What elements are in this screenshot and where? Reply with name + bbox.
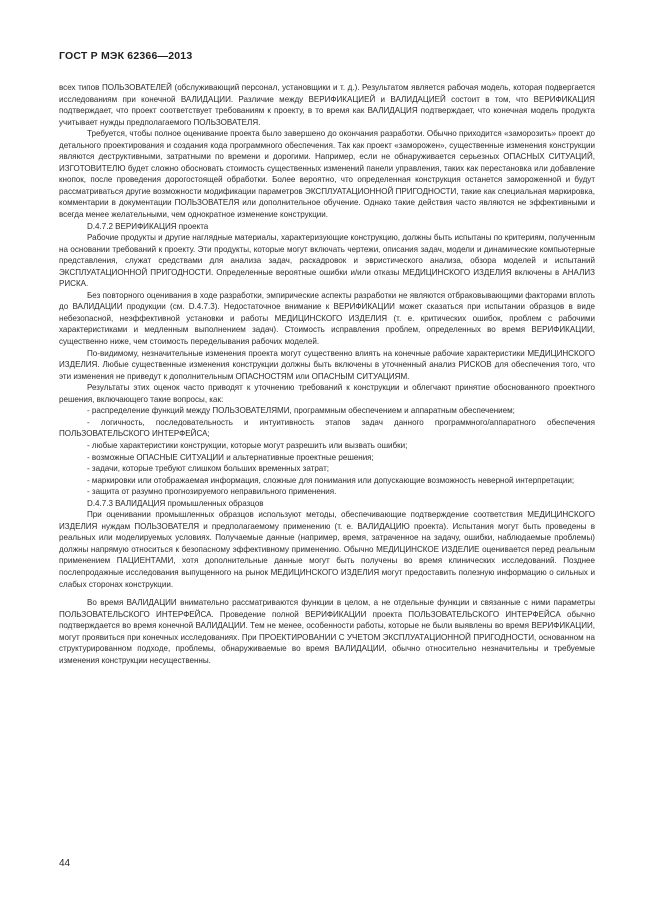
- section-heading-d472: D.4.7.2 ВЕРИФИКАЦИЯ проекта: [87, 221, 209, 231]
- paragraph-continuation: всех типов ПОЛЬЗОВАТЕЛЕЙ (обслуживающий персонал, установщики и т. д.). Результатом является рабочая модель, которая подвергается исследованиям при конечной ВАЛИДАЦИИ. Различие между ВЕРИФИКАЦИЕЙ и ВАЛИДАЦИЕЙ состоит в том, что ВЕРИФИКАЦИЯ подтверждает, что проект соответствует требованиям к проекту, в то время как ВАЛИДАЦИЯ подтверждает, что конечная модель продукта учитывает нужды предполагаемого ПОЛЬЗОВАТЕЛЯ.: [59, 83, 595, 127]
- page-number: 44: [59, 858, 71, 869]
- list-item: - возможные ОПАСНЫЕ СИТУАЦИИ и альтернативные проектные решения;: [87, 452, 374, 462]
- list-item: - задачи, которые требуют слишком больших временных затрат;: [87, 464, 330, 474]
- list-item: - защита от разумно прогнозируемого неправильного применения.: [87, 487, 337, 497]
- paragraph: Во время ВАЛИДАЦИИ внимательно рассматриваются функции в целом, а не отдельные функции и связанные с ними параметры ПОЛЬЗОВАТЕЛЬСКОГО ИНТЕРФЕЙСА. Проведение полной ВЕРИФИКАЦИИ проекта ПОЛЬЗОВАТЕЛЬСКОГО ИНТЕРФЕЙСА обычно подтверждается во время конечной ВАЛИДАЦИИ. Тем не менее, особенности работы, которые не были выявлены во время ВЕРИФИКАЦИИ, могут проявиться при конечных исследованиях. При ПРОЕКТИРОВАНИИ С УЧЕТОМ ЭКСПЛУАТАЦИОННОЙ ПРИГОДНОСТИ, основанном на структурированном подходе, проблемы, обнаруживаемые во время ВАЛИДАЦИИ, обычно относительно незначительны и требуемые изменения конструкции несущественны.: [59, 598, 595, 665]
- paragraph: По-видимому, незначительные изменения проекта могут существенно влиять на конечные рабочие характеристики МЕДИЦИНСКОГО ИЗДЕЛИЯ. Любые существенные изменения конструкции должны быть включены в уточненный анализ РИСКОВ для обеспечения того, что эти изменения не приведут к дополнительным ОПАСНОСТЯМ или ОПАСНЫМ СИТУАЦИЯМ.: [59, 348, 595, 381]
- paragraph: При оценивании промышленных образцов используют методы, обеспечивающие подтверждение соответствия МЕДИЦИНСКОГО ИЗДЕЛИЯ нуждам ПОЛЬЗОВАТЕЛЯ и предполагаемому применению (т. е. ВАЛИДАЦИЮ проекта). Испытания могут быть проведены в реальных или моделируемых условиях. Получаемые данные (например, время, затраченное на задачу, ошибки, наблюдаемые проблемы) должны напрямую относиться к безопасному эффективному применению. Обычно МЕДИЦИНСКОЕ ИЗДЕЛИЕ оценивается перед реальным применением ПАЦИЕНТАМИ, хотя дополнительные данные могут быть получены во время клинических исследований. Позднее послепродажные исследования выпущенного на рынок МЕДИЦИНСКОГО ИЗДЕЛИЯ могут предоставить полезную информацию о сильных и слабых сторонах конструкции.: [59, 510, 595, 589]
- paragraph: Без повторного оценивания в ходе разработки, эмпирические аспекты разработки не являются отбраковывающими факторами вплоть до ВАЛИДАЦИИ продукции (см. D.4.7.3). Недостаточное внимание к ВЕРИФИКАЦИИ может сказаться при испытании образцов в виде небезопасной, неэффективной установки и работы МЕДИЦИНСКОГО ИЗДЕЛИЯ (т. е. критических ошибок, проблем с рабочими характеристиками и медленным выполнением задач). Стоимость исправления проблем, определенных во время ВЕРИФИКАЦИИ, существенно ниже, чем стоимость переделывания рабочих моделей.: [59, 290, 595, 347]
- paragraph: Требуется, чтобы полное оценивание проекта было завершено до окончания разработки. Обычно приходится «заморозить» проект до детального проектирования и создания кода программного обеспечения. Так как проект «заморожен», существенные изменения конструкции являются деструктивными, затратными по времени и дорогими. Например, если не обнаруживается серьезных ОПАСНЫХ СИТУАЦИЙ, ИЗГОТОВИТЕЛЮ будет сложно обосновать стоимость существенных изменений панели управления, таких как перестановка или добавление кнопок, после проведения дорогостоящей обработки. Более вероятно, что определенная конструкция останется замороженной и будут рассматриваться другие возможности модификации параметров ЭКСПЛУАТАЦИОННОЙ ПРИГОДНОСТИ, такие как специальная маркировка, комментарии в документации ПОЛЬЗОВАТЕЛЯ или дополнительное обучение. Однако такие действия часто являются не эффективными и всегда менее желательными, чем однократное изменение конструкции.: [59, 129, 595, 220]
- document-header: ГОСТ Р МЭК 62366—2013: [59, 50, 193, 62]
- section-heading-d473: D.4.7.3 ВАЛИДАЦИЯ промышленных образцов: [87, 498, 264, 508]
- page-body: [59, 82, 595, 666]
- list-item: - логичность, последовательность и интуитивность этапов задач данного программного/аппаратного обеспечения ПОЛЬЗОВАТЕЛЬСКОГО ИНТЕРФЕЙСА;: [59, 417, 595, 439]
- list-item: - распределение функций между ПОЛЬЗОВАТЕЛЯМИ, программным обеспечением и аппаратным обеспечением;: [87, 406, 515, 416]
- paragraph: Результаты этих оценок часто приводят к уточнению требований к конструкции и облегчают принятие обоснованного проектного решения, включающего такие вопросы, как:: [59, 383, 595, 404]
- list-item: - любые характеристики конструкции, которые могут разрешить или вызвать ошибки;: [87, 440, 408, 450]
- paragraph: Рабочие продукты и другие наглядные материалы, характеризующие конструкцию, должны быть испытаны по критериям, полученным на основании требований к проекту. Эти продукты, которые могут включать чертежи, описания задач, модели и динамические компьютерные представления, служат средствами для анализа задач, раскадровок и эвристического анализа, обзора моделей и испытаний ЭКСПЛУАТАЦИОННОЙ ПРИГОДНОСТИ. Определенные вероятные ошибки и/или отказы МЕДИЦИНСКОГО ИЗДЕЛИЯ включены в АНАЛИЗ РИСКА.: [59, 233, 595, 289]
- list-item: - маркировки или отображаемая информация, сложные для понимания или допускающие возможность неверной интерпретации;: [87, 475, 575, 485]
